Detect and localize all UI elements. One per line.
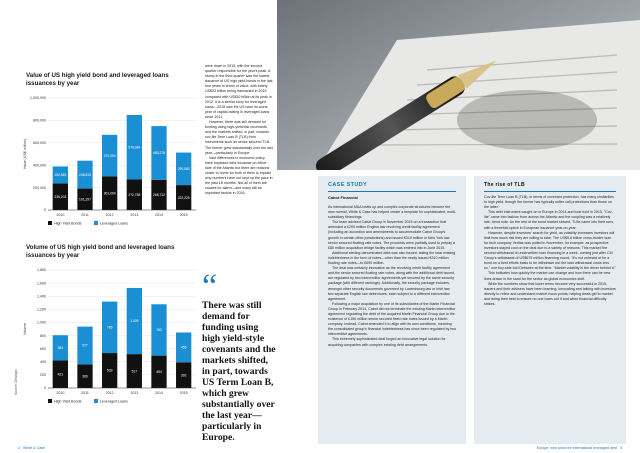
x-tick-label: 2013 <box>130 213 139 217</box>
y-tick-label: 0 <box>44 386 46 391</box>
rise-of-tlb-panel <box>474 176 626 444</box>
tlb-paragraph: This debt instrument caught on in Europe in 2014 and took hold in 2015. "Cov-lite" came into fashion from across the Atlantic and the coupling was a relatively late, trend note. As the rest of the bond market slowed, TLBs came into their own, with a threefold uptick in European issuance year-on-year. <box>484 210 614 230</box>
y-tick-label: 1,000,000 <box>30 96 46 101</box>
data-label: 272,758 <box>128 192 141 197</box>
legend-swatch <box>94 399 98 403</box>
footer-left <box>18 446 45 450</box>
footer-brand: White & Case <box>23 446 45 450</box>
y-axis-label: Volume <box>23 323 27 335</box>
tlb-paragraph: This indicates how quickly the market can change and how there can be new lines drawn in the sand for the sector as global economies shift. <box>484 271 611 281</box>
data-label: 576,084 <box>128 145 141 150</box>
case-paragraph: Following a major acquisition by one of its subsidiaries of the Marlin Financial Group in February 2014, Cabot did not terminate the existing Marlin intercreditor agreement regulating the debt of the acquired Marlin Financial Group due to the existence of £150 million senior secured fixed rate notes issued by a Marlin company. Instead, Cabot amended it to align with its own conditions, meaning the consolidated group's financial indebtedness has since been regulated by two intercreditor agreements. <box>328 301 456 337</box>
value-chart <box>22 90 202 235</box>
pen-document-photo <box>277 0 640 170</box>
y-tick-label: 200,000 <box>33 185 46 190</box>
y-tick-label: 1,200 <box>37 307 46 312</box>
footer-right <box>537 446 622 450</box>
source-note: Source: Dealogic <box>14 369 18 395</box>
case-study-subheading: Cabot Financial <box>328 195 358 200</box>
divider <box>328 191 456 192</box>
data-label: 248,815 <box>79 172 91 177</box>
page-number: 4 <box>18 446 20 450</box>
x-tick-label: 2010 <box>56 391 65 395</box>
data-label: 577 <box>82 343 88 348</box>
y-tick-label: 800,000 <box>33 118 46 123</box>
tlb-heading: The rise of TLB <box>484 182 525 188</box>
data-label: 384 <box>57 346 64 351</box>
y-tick-label: 400,000 <box>33 163 46 168</box>
y-axis-label: Value (US$ million) <box>23 138 27 170</box>
value-chart-title: Value of US high yield bond and leveraged loans issuances by year <box>26 72 169 87</box>
x-tick-label: 2014 <box>155 213 163 217</box>
data-label: 455 <box>180 345 187 350</box>
data-label: 421 <box>57 372 64 377</box>
volume-chart <box>22 262 202 414</box>
divider <box>484 191 616 192</box>
data-label: 392 <box>180 373 187 378</box>
data-label: 517 <box>131 369 138 374</box>
data-label: 370,054 <box>103 153 116 158</box>
legend-entry: Leveraged Loans <box>100 221 128 226</box>
legend-swatch <box>48 221 52 225</box>
case-study-body <box>328 205 456 348</box>
data-label: 360 <box>82 374 88 379</box>
case-paragraph: The team advised Cabot Group in November 2015 on a transaction that amended a £200 million English law revolving credit facility agreement (including an accordion and amendments to accommodate Cabot Group's growth in certain other jurisdictions) and issued €310 million in New York law senior secured floating rate notes. The proceeds were partially used to prepay a £80 million acquisition bridge facility which was entered into in June 2015. <box>328 220 455 250</box>
tlb-body <box>484 195 616 307</box>
legend-entry: Leveraged Loans <box>100 399 128 404</box>
middle-column <box>205 64 273 196</box>
data-label: 152,563 <box>54 173 67 178</box>
y-tick-label: 800 <box>40 333 46 338</box>
legend-swatch <box>48 399 52 403</box>
case-paragraph: As international M&A heats up and complex corporate structures become the new normal, White & Case has helped create a template for sophisticated, multi-subsidiary financings. <box>328 205 456 220</box>
data-label: 268,712 <box>153 193 165 198</box>
y-tick-label: 600 <box>40 346 46 351</box>
data-label: 222,225 <box>177 195 190 200</box>
tlb-paragraph: However, despite investors' search for yield, as volatility increases investors will limit how much risk they are willing to take. The US$5.6 billion cross-border loan for tech company Veritas was pulled in November, for example, as prospective investors stayed cool on the deal due to a variety of reasons. This marked the second withdrawal of underwritten loan financing in a week, coming just after CM Group's withdrawal of US$675 million financing round. "It's not unheard of for a bond on a best efforts basis to be withdrawn but the loan withdrawal cross less so," one buy-side told Debtwire at the time. "Market volatility is the driver behind it." <box>484 230 616 271</box>
data-label: 1,009 <box>130 319 139 324</box>
data-label: 783 <box>156 328 162 333</box>
y-tick-label: 1,600 <box>37 281 46 286</box>
case-study-heading: CASE STUDY <box>328 182 368 188</box>
x-tick-label: 2015 <box>179 213 188 217</box>
y-tick-label: 1,000 <box>37 320 46 325</box>
legend-entry: High Yield Bonds <box>54 221 82 226</box>
data-label: 236,203 <box>54 194 67 199</box>
y-tick-label: 1,400 <box>37 294 46 299</box>
y-tick-label: 0 <box>44 208 46 213</box>
x-tick-label: 2014 <box>155 391 163 395</box>
case-paragraph: This extremely sophisticated deal forged an innovative legal solution for acquiring companies with complex existing debt arrangements. <box>328 337 446 347</box>
y-tick-label: 400 <box>40 359 46 364</box>
case-study-panel <box>318 176 466 444</box>
x-tick-label: 2011 <box>81 213 89 217</box>
page-number: 5 <box>620 446 622 450</box>
x-tick-label: 2011 <box>81 391 89 395</box>
middle-paragraph: were down in 2015, with the second quarter responsible for the year's peak. A slump in the third quarter saw the lowest issuance of US high yield bonds in the last four years in terms of value, with barely US$23 billion being transacted in 2015 compared with US$30 billion at its peak in 2012. It is a similar story for leveraged loans—2015 saw the US have its worst year of capital-raising in leveraged loans since 2011. <box>205 64 273 119</box>
data-label: 533 <box>106 368 113 373</box>
tlb-paragraph: Cov-lite Term Loan B (TLB), in terms of covenant protection, has many similarities to high yield, though the former has typically softer call protections than those on the latter. <box>484 195 614 210</box>
data-label: 480,278 <box>153 151 165 156</box>
tlb-paragraph: While the numbers show that lower terms became very successful in 2015, issuers and their advisers have been learning, innovating and talking with investors directly to refine and understand market focus points, helping deals get to market and doing their best to ensure no one loses out if and when financial difficulty strikes. <box>484 281 616 306</box>
data-label: 785 <box>106 325 113 330</box>
volume-chart-title: Volume of US high yield bond and leveraged loans issuances by year <box>26 244 175 259</box>
data-label: 290,583 <box>177 167 190 172</box>
x-tick-label: 2012 <box>105 391 114 395</box>
x-tick-label: 2013 <box>130 391 139 395</box>
footer-title: Europe: new world for international leveraged debt <box>536 446 617 450</box>
data-label: 494 <box>156 370 162 375</box>
middle-paragraph: Vast differences in economic policy have impacted debt issuance on either side of the Atlantic but there are reasons closer to home for both of them to explain why numbers have not kept up the pace in the past 18 months. Not all of them are causes for alarm—and many will be important factors in 2016. <box>205 155 273 196</box>
case-paragraph: The deal was certainly innovative as the revolving credit facility agreement and the senior secured floating rate notes, along with the additional debt issued, are regulated by two intercreditor agreements yet secured by the same security package (with different rankings). Additionally, the security package includes, amongst other security documents governed by Luxembourg law or Irish law, two separate English law debentures, each subject to a different intercreditor agreement. <box>328 266 456 301</box>
data-label: 191,297 <box>79 197 91 202</box>
middle-paragraph: However, there was still demand for funding using high-yield/risk covenants and the markets shifted, in part, towards cov-lite Term Loan B (TLB) from instruments such as senior secured TLB. The former grew substantially over the last year—particularly in Europe. <box>205 120 273 155</box>
x-tick-label: 2010 <box>56 213 65 217</box>
y-tick-label: 600,000 <box>33 141 46 145</box>
legend-entry: High Yield Bonds <box>54 399 82 404</box>
case-paragraph: Additional sterling-denominated debt was also issued, taking the total existing indebtedness in the form of notes—other than the newly issued €310 million floating rate notes—to £690 million. <box>328 250 456 266</box>
y-tick-label: 200 <box>40 373 46 378</box>
legend-swatch <box>94 221 98 225</box>
pull-quote: There was still demand for funding using high yield-style covenants and the markets shifted, in part, towards US Term Loan B, which grew substantially over the last year—particularly in Europe. <box>202 300 276 443</box>
x-tick-label: 2012 <box>105 213 114 217</box>
quote-mark-icon: “ <box>202 268 218 305</box>
x-tick-label: 2015 <box>179 391 188 395</box>
y-tick-label: 1,800 <box>37 268 46 273</box>
data-label: 301,064 <box>103 191 116 196</box>
